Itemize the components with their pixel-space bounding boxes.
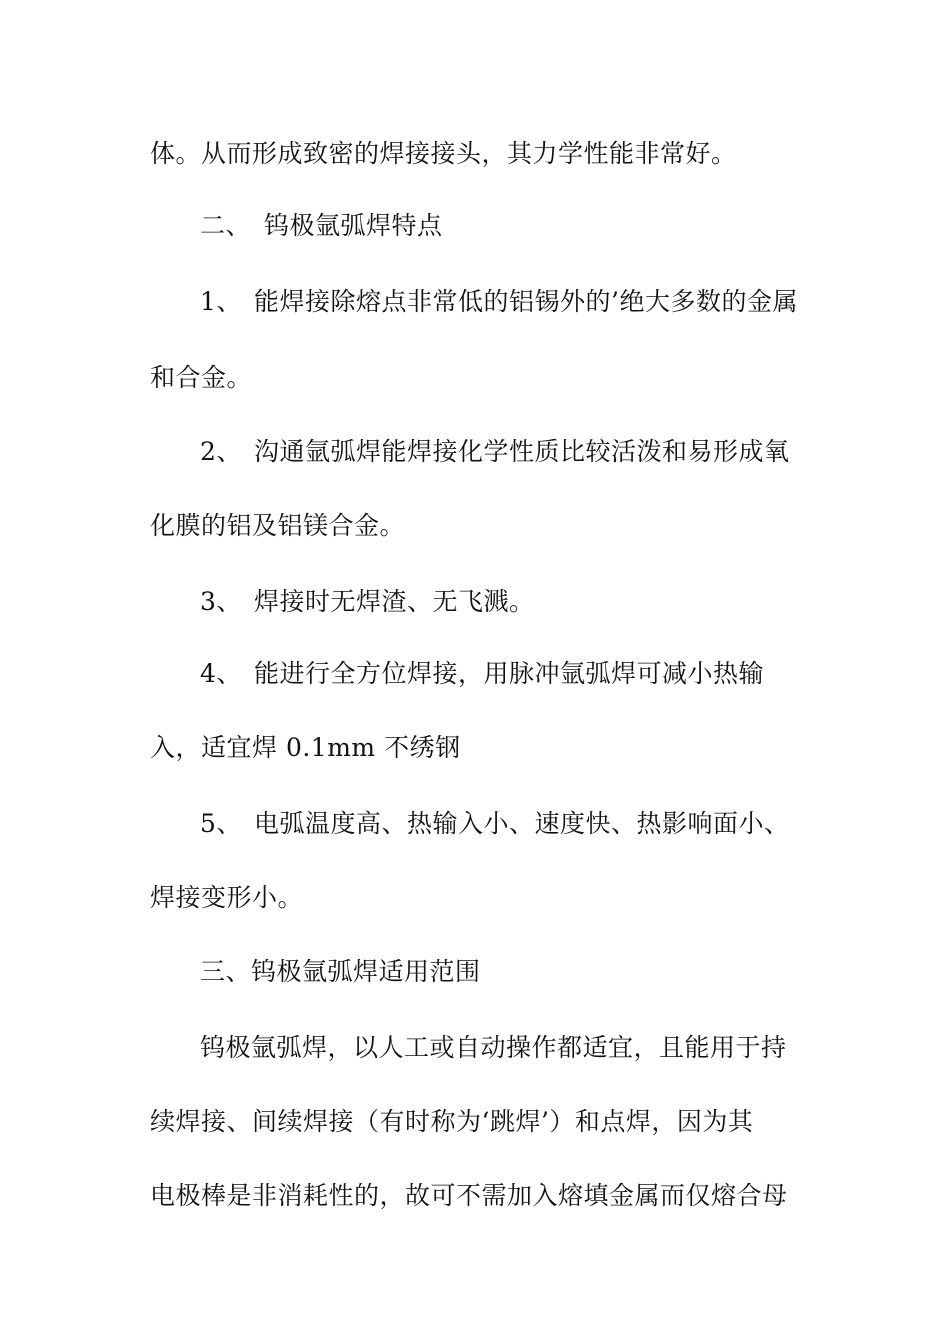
section-number: 二、 [200,211,252,240]
list-item-5-continuation [150,882,810,914]
item-number: 3、 [200,587,242,616]
section-title: 钨极氩弧焊特点 [264,211,443,240]
line-text: 和合金。 [150,363,253,392]
item-number: 5、 [200,809,242,838]
list-item-3 [200,586,860,618]
line-text: 入，适宜焊 0.1mm 不绣钢 [150,733,461,762]
list-item-4-continuation [150,732,810,764]
list-item-2 [200,436,860,468]
list-item-1 [200,286,860,318]
list-item-2-continuation [150,510,810,542]
item-number: 2、 [200,437,242,466]
item-text: 电弧温度高、热输入小、速度快、热影响面小、 [254,809,790,838]
paragraph-line [150,1106,810,1138]
paragraph-line [200,1032,860,1064]
section-heading-2 [200,210,860,242]
list-item-4 [200,658,860,690]
list-item-5 [200,808,860,840]
item-text: 焊接时无焊渣、无飞溅。 [254,587,535,616]
line-text: 电极棒是非消耗性的，故可不需加入熔填金属而仅熔合母 [150,1181,788,1210]
line-text: 续焊接、间续焊接（有时称为‘跳焊’）和点焊，因为其 [150,1107,754,1136]
paragraph-line-1 [150,138,810,170]
line-text: 体。从而形成致密的焊接接头，其力学性能非常好。 [150,139,737,168]
item-text: 能焊接除熔点非常低的铝锡外的’绝大多数的金属 [254,287,798,316]
line-text: 化膜的铝及铝镁合金。 [150,511,406,540]
item-number: 1、 [200,287,242,316]
list-item-1-continuation [150,362,810,394]
item-text: 沟通氩弧焊能焊接化学性质比较活泼和易形成氧 [254,437,790,466]
line-text: 钨极氩弧焊，以人工或自动操作都适宜，且能用于持 [200,1033,787,1062]
section-title: 三、钨极氩弧焊适用范围 [200,957,481,986]
section-heading-3 [200,956,860,988]
paragraph-line [150,1180,810,1212]
item-text: 能进行全方位焊接，用脉冲氩弧焊可减小热输 [254,659,765,688]
line-text: 焊接变形小。 [150,883,304,912]
item-number: 4、 [200,659,242,688]
